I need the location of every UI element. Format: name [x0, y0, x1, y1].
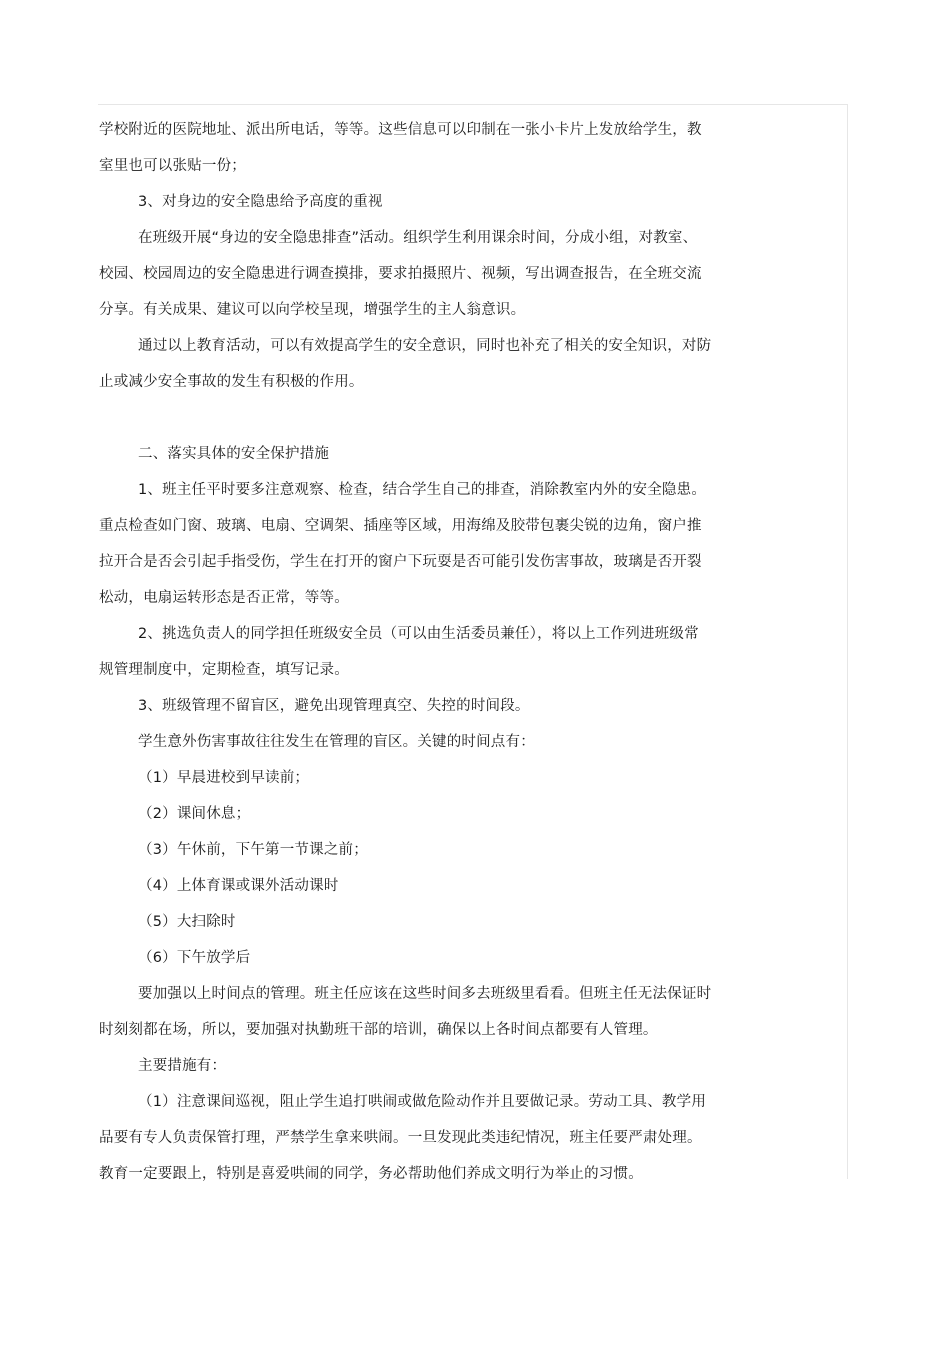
- section-heading: 3、对身边的安全隐患给予高度的重视: [138, 194, 383, 210]
- text-line: 分享。有关成果、建议可以向学校呈现，增强学生的主人翁意识。: [99, 302, 526, 318]
- list-item: （4）上体育课或课外活动课时: [138, 878, 339, 894]
- section-heading: 3、班级管理不留盲区，避免出现管理真空、失控的时间段。: [138, 698, 530, 714]
- text-line: 在班级开展“身边的安全隐患排查”活动。组织学生利用课余时间，分成小组，对教室、: [138, 230, 698, 246]
- text-line: 学生意外伤害事故往往发生在管理的盲区。关键的时间点有：: [138, 734, 535, 750]
- text-line: 通过以上教育活动，可以有效提高学生的安全意识，同时也补充了相关的安全知识，对防: [138, 338, 712, 354]
- text-line: 重点检查如门窗、玻璃、电扇、空调架、插座等区域，用海绵及胶带包裹尖锐的边角，窗户推: [99, 518, 702, 534]
- list-item: （6）下午放学后: [138, 950, 251, 966]
- text-line: 要加强以上时间点的管理。班主任应该在这些时间多去班级里看看。但班主任无法保证时: [138, 986, 712, 1002]
- text-line: 主要措施有：: [138, 1058, 227, 1074]
- text-line: 时刻刻都在场，所以，要加强对执勤班干部的培训，确保以上各时间点都要有人管理。: [99, 1022, 658, 1038]
- text-line: 松动，电扇运转形态是否正常，等等。: [99, 590, 349, 606]
- text-line: 室里也可以张贴一份；: [99, 158, 246, 174]
- text-line: 品要有专人负责保管打理，严禁学生拿来哄闹。一旦发现此类违纪情况，班主任要严肃处理。: [99, 1130, 702, 1146]
- document-body: [99, 112, 727, 1192]
- list-item: （5）大扫除时: [138, 914, 236, 930]
- text-line: 规管理制度中，定期检查，填写记录。: [99, 662, 349, 678]
- text-line: 教育一定要跟上，特别是喜爱哄闹的同学，务必帮助他们养成文明行为举止的习惯。: [99, 1166, 643, 1182]
- list-item: （1）注意课间巡视，阻止学生追打哄闹或做危险动作并且要做记录。劳动工具、教学用: [138, 1094, 707, 1110]
- text-line: 拉开合是否会引起手指受伤，学生在打开的窗户下玩耍是否可能引发伤害事故，玻璃是否开裂: [99, 554, 702, 570]
- chapter-heading: 二、落实具体的安全保护措施: [138, 446, 330, 462]
- list-item: （1）早晨进校到早读前；: [138, 770, 310, 786]
- paragraph-gap: [99, 400, 727, 436]
- list-item: （3）午休前，下午第一节课之前；: [138, 842, 368, 858]
- text-line: 止或减少安全事故的发生有积极的作用。: [99, 374, 364, 390]
- text-line: 校园、校园周边的安全隐患进行调查摸排，要求拍摄照片、视频，写出调查报告，在全班交流: [99, 266, 702, 282]
- text-line: 2、挑选负责人的同学担任班级安全员（可以由生活委员兼任），将以上工作列进班级常: [138, 626, 699, 642]
- list-item: （2）课间休息；: [138, 806, 251, 822]
- text-line: 1、班主任平时要多注意观察、检查，结合学生自己的排查，消除教室内外的安全隐患。: [138, 482, 707, 498]
- text-line: 学校附近的医院地址、派出所电话，等等。这些信息可以印制在一张小卡片上发放给学生，教: [99, 122, 702, 138]
